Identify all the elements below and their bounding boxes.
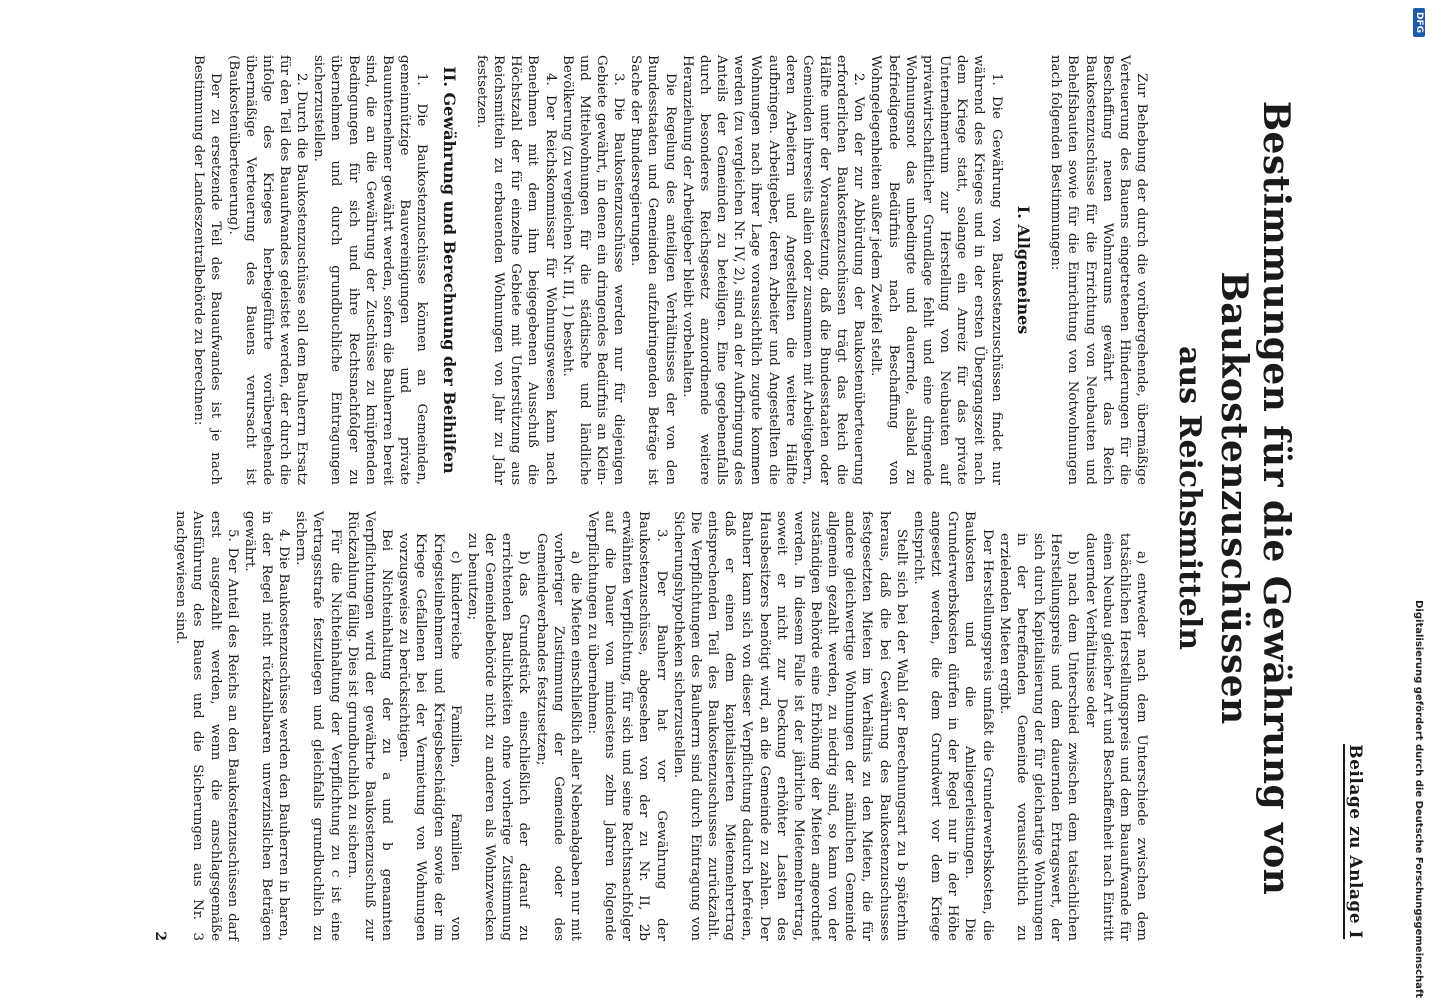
paragraph: Für die Nichteinhaltung der Verpflichtung zu c ist eine Vertragsstrafe festzulegen und gleichfalls grundbuchlich zu sichern.: [293, 511, 343, 941]
digitization-sidebar: [1409, 8, 1429, 998]
dfg-logo: DFG: [1413, 8, 1425, 37]
paragraph: 1. Die Gewährung von Baukostenzuschüssen findet nur während des Krieges und in der ersten Übergangszeit nach dem Kriege statt, solange ein Anreiz für das private Unternehmertum zur Herstellung von Neubauten auf privatwirtschaftlicher Grundlage fehlt und eine dringende Wohnungsnot das unbedingte und dauernde, alsbald zu befriedigende Bedürfnis nach Beschaffung von Wohngelegenheiten außer jedem Zweifel stellt.: [868, 55, 1004, 485]
beilage-label: Beilage zu Anlage I: [1345, 744, 1365, 939]
paragraph: Die Regelung des anteiligen Verhältnisses der von den Bundesstaaten und Gemeinden aufzubringenden Beträge ist Sache der Bundesregierungen.: [628, 55, 678, 485]
document-page: [15, 25, 1395, 975]
text-columns: [150, 55, 1150, 941]
document-title: Bestimmungen für die Gewährung von Baukostenzuschüssen: [1213, 100, 1297, 896]
paragraph: 4. Die Baukostenzuschüsse werden den Bauherren in baren, in der Regel nicht rückzahlbaren unverzinslichen Beträgen gewährt.: [241, 511, 292, 941]
list-item: c)kinderreiche Familien, Familien von Kriegsteilnehmern und Kriegsbeschädigten sowie der im Kriege Gefallenen bei der Vermietung von Wohnungen vorzugsweise zu berücksichtigen.: [396, 533, 463, 941]
paragraph: Der zu ersetzende Teil des Bauaufwandes ist je nach Bestimmung der Landeszentralbehörde zu berechnen:: [191, 55, 224, 485]
page-number: 2: [152, 931, 169, 941]
paragraph: 3. Die Baukostenzuschüsse werden nur für diejenigen Gebiete gewährt, in denen ein dringendes Bedürfnis an Klein- und Mittelwohnungen für die städtische und ländliche Bevölkerung (zu vergleichen Nr. III, 1) besteht.: [559, 55, 627, 485]
title-block: [1172, 55, 1297, 941]
paragraph: 5. Der Anteil des Reichs an den Baukostenzuschüssen darf erst ausgezahlt werden, wenn die anschlagsgemäße Ausführung des Baues und die Sicherungen aus Nr. 3 nachgewiesen sind.: [173, 511, 240, 941]
paragraph: 2. Von der zur Abbürdung der Baukostenüberteuerung erforderlichen Baukostenzuschüssen trägt das Reich die Hälfte unter der Voraussetzung, daß die Bundesstaaten oder Gemeinden ihrerseits allein oder zusammen mit Arbeitgebern, deren Arbeitern und Angestellten die weitere Hälfte aufbringen. Arbeitgeber, deren Arbeiter und Angestellten die Wohnungen nach ihrer Lage voraussichtlich zugute kommen werden (zu vergleichen Nr. IV, 2), sind an der Aufbringung des Anteils der Gemeinden zu beteiligen. Eine gegebenenfalls durch besonderes Reichsgesetz anzuordnende weitere Heranziehung der Arbeitgeber bleibt vorbehalten.: [679, 55, 867, 485]
list-item: a)entweder nach dem Unterschiede zwischen dem tatsächlichen Herstellungspreis und dem Bauaufwande für einen Neubau gleicher Art und Beschaffenheit nach Eintritt dauernder Verhältnisse oder: [1082, 533, 1149, 941]
paragraph: Bei Nichteinhaltung der zu a und b genannten Verpflichtungen wird der gewährte Baukostenzuschuß zur Rückzahlung fällig. Dies ist grundbuchlich zu sichern.: [344, 511, 395, 941]
list-item: b)das Grundstück einschließlich der darauf zu errichtenden Baulichkeiten ohne vorherige Zustimmung der Gemeindebehörde nicht zu anderen als Wohnzwecken zu benutzen;: [464, 533, 532, 941]
intro-paragraph: Zur Behebung der durch die vorübergehende, übermäßige Verteuerung des Bauens eingetretenen Hinderungen für die Beschaffung neuen Wohnraums gewährt das Reich Baukostenzuschüsse für die Errichtung von Neubauten und Behelfsbauten sowie für die Einrichtung von Notwohnungen nach folgenden Bestimmungen:: [1048, 55, 1149, 485]
paragraph: 2. Durch die Baukostenzuschüsse soll dem Bauherrn Ersatz für den Teil des Bauaufwandes geleistet werden, der durch die infolge des Krieges herbeigeführte vorübergehende übermäßige Verteuerung des Bauens verursacht ist (Baukostenüberteuerung).: [225, 55, 310, 485]
paragraph: 1. Die Baukostenzuschüsse können an Gemeinden, gemeinnützige Bauvereinigungen und private Bauunternehmer gewährt werden, sofern die Bauherren bereit sind, die an die Gewährung der Zuschüsse zu knüpfenden Bedingungen für sich und ihre Rechtsnachfolger zu übernehmen und durch grundbuchliche Eintragungen sicherzustellen.: [311, 55, 430, 485]
list-item: b)nach dem Unterschied zwischen dem tatsächlichen Herstellungspreis und dem dauernden Ertragswert, der sich durch Kapitalisierung der für gleichartige Wohnungen in der betreffenden Gemeinde voraussichtlich zu erzielenden Mieten ergibt.: [996, 533, 1081, 941]
section-heading-allgemeines: I. Allgemeines: [1014, 205, 1034, 335]
list-item: a)die Mieten einschließlich aller Nebenabgaben nur mit vorheriger Zustimmung der Gemeinde oder des Gemeindeverbandes festzusetzen;: [533, 533, 583, 941]
paragraph: 3. Der Bauherr hat vor Gewährung der Baukostenzuschüsse, abgesehen von der zu Nr. II, 2b erwähnten Verpflichtung, für sich und seine Rechtsnachfolger auf die Dauer von mindestens zehn Jahren folgende Verpflichtungen zu übernehmen:: [585, 511, 669, 941]
section-heading-gewaehrung: II. Gewährung und Berechnung der Beihilfen: [439, 66, 459, 474]
column-left: [150, 55, 1150, 485]
paragraph: Der Herstellungspreis umfaßt die Grunderwerbskosten, die Baukosten und die Anliegerleistungen. Die Grunderwerbskosten dürfen in der Regel nur in der Höhe angesetzt werden, die dem Grundwert vor dem Kriege entspricht.: [910, 511, 995, 941]
paragraph: Stellt sich bei der Wahl der Berechnungsart zu b späterhin heraus, daß die bei Gewährung des Baukostenzuschusses festgesetzten Mieten im Verhältnis zu den Mieten, die für andere gleichwertige Wohnungen der nämlichen Gemeinde allgemein gezahlt werden, zu niedrig sind, so kann von der zuständigen Behörde eine Erhöhung der Mieten angeordnet werden. In diesem Falle ist der jährliche Mietemehrertrag, soweit er nicht zur Deckung erhöhter Lasten des Hausbesitzers benötigt wird, an die Gemeinde zu zahlen. Der Bauherr kann sich von dieser Verpflichtung dadurch befreien, daß er einen dem kapitalisierten Mietemehrertrag entsprechenden Teil des Baukostenzuschusses zurückzahlt. Die Verpflichtungen des Bauherrn sind durch Eintragung von Sicherungshypotheken sicherzustellen.: [670, 511, 909, 941]
column-right: [150, 511, 1150, 941]
document-subtitle: aus Reichsmitteln: [1172, 345, 1207, 651]
digitization-credit: Digitalisierung gefördert durch die Deutsche Forschungsgemeinschaft: [1413, 600, 1425, 998]
paragraph: 4. Der Reichskommissar für Wohnungswesen kann nach Benehmen mit dem ihm beigegebenen Ausschuß die Höchstzahl der für einzelne Gebiete mit Unterstützung aus Reichsmitteln zu erbauenden Wohnungen von Jahr zu Jahr festsetzen.: [473, 55, 558, 485]
